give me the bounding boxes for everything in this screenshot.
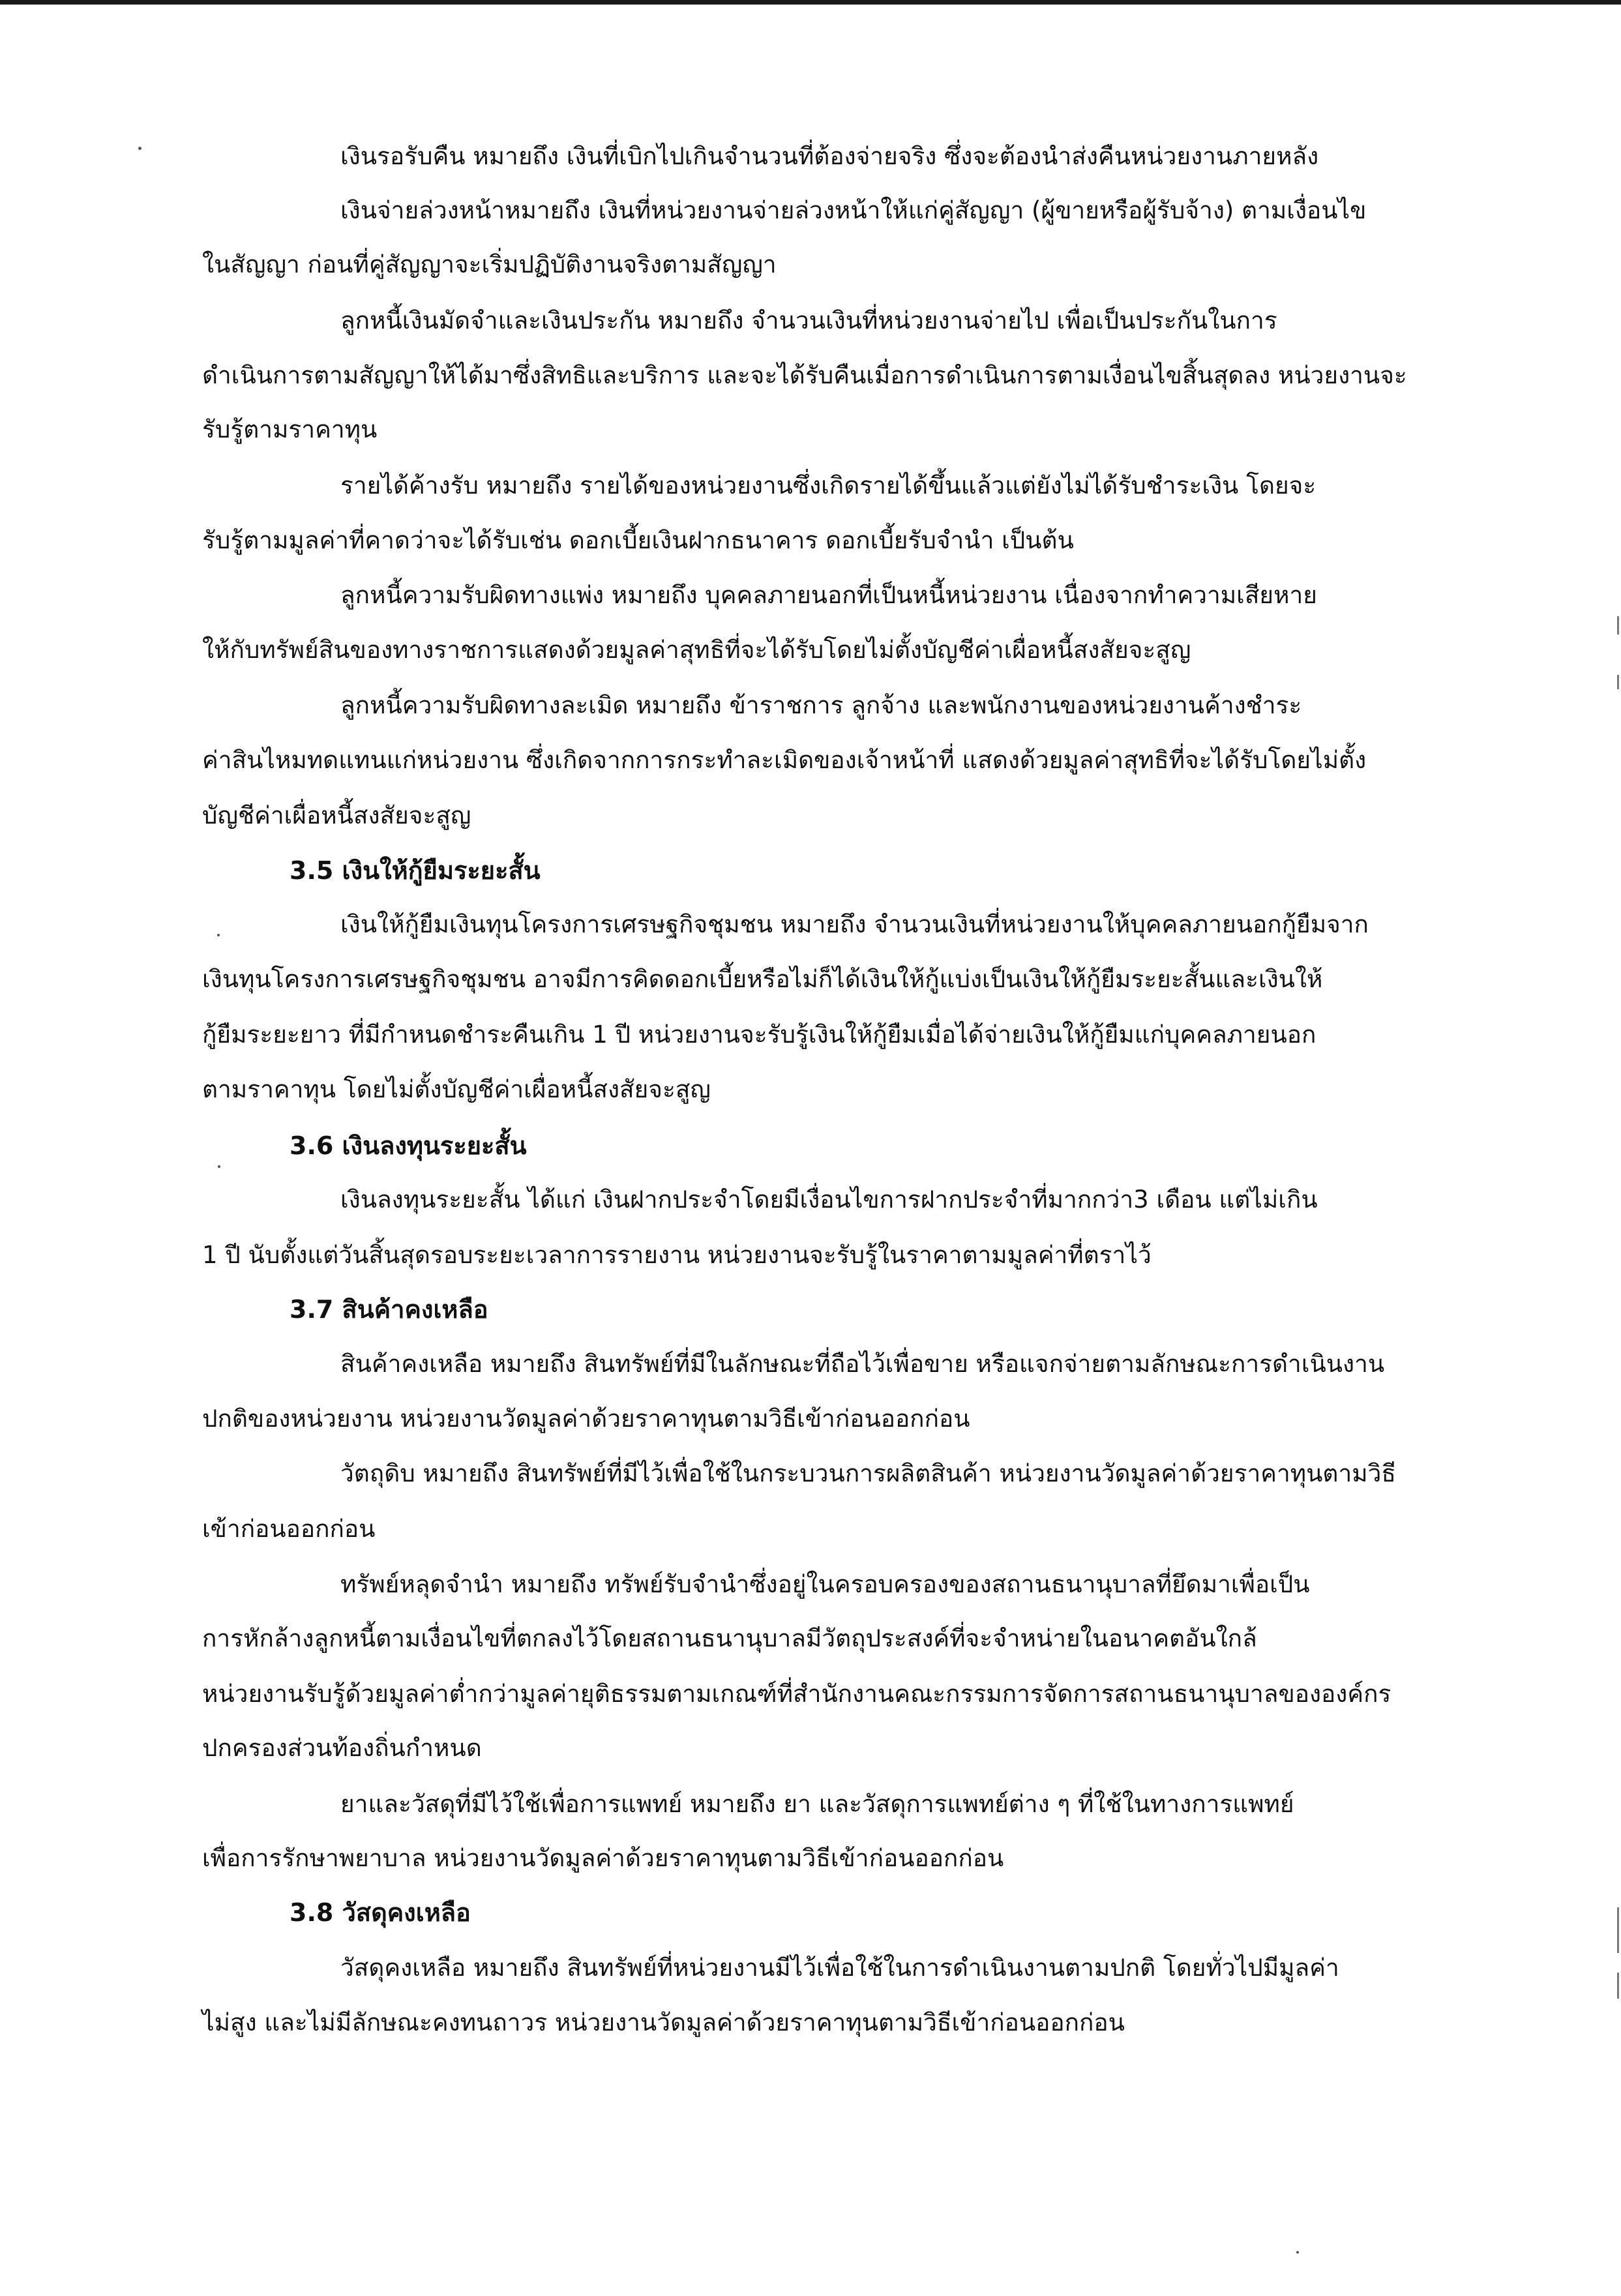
paragraph-line: รายได้ค้างรับ หมายถึง รายได้ของหน่วยงานซึ่งเกิดรายได้ขึ้นแล้วแต่ยังไม่ได้รับชำระเงิน โดยจะ bbox=[340, 471, 1316, 499]
scan-speck bbox=[1296, 2251, 1299, 2254]
paragraph-line: รับรู้ตามมูลค่าที่คาดว่าจะได้รับเช่น ดอกเบี้ยเงินฝากธนาคาร ดอกเบี้ยรับจำนำ เป็นต้น bbox=[202, 526, 1074, 554]
scan-edge-mark bbox=[1617, 616, 1619, 634]
section-heading: 3.6 เงินลงทุนระยะสั้น bbox=[290, 1131, 527, 1160]
paragraph-line: ไม่สูง และไม่มีลักษณะคงทนถาวร หน่วยงานวัดมูลค่าด้วยราคาทุนตามวิธีเข้าก่อนออกก่อน bbox=[202, 2008, 1125, 2036]
paragraph-line: เข้าก่อนออกก่อน bbox=[202, 1515, 376, 1543]
paragraph-line: 1 ปี นับตั้งแต่วันสิ้นสุดรอบระยะเวลาการรายงาน หน่วยงานจะรับรู้ในราคาตามมูลค่าที่ตราไว้ bbox=[202, 1241, 1152, 1269]
paragraph-line: วัตถุดิบ หมายถึง สินทรัพย์ที่มีไว้เพื่อใช้ในกระบวนการผลิตสินค้า หน่วยงานวัดมูลค่าด้วยราคาทุนตามวิธี bbox=[340, 1459, 1396, 1487]
paragraph-line: ให้กับทรัพย์สินของทางราชการแสดงด้วยมูลค่าสุทธิที่จะได้รับโดยไม่ตั้งบัญชีค่าเผื่อหนี้สงสัยจะสูญ bbox=[202, 636, 1191, 664]
scan-speck bbox=[217, 934, 220, 936]
section-heading: 3.7 สินค้าคงเหลือ bbox=[290, 1295, 488, 1324]
paragraph-line: กู้ยืมระยะยาว ที่มีกำหนดชำระคืนเกิน 1 ปี หน่วยงานจะรับรู้เงินให้กู้ยืมเมื่อได้จ่ายเงินให้กู้ยืมแก่บุคคลภายนอก bbox=[202, 1021, 1316, 1049]
paragraph-line: ปกติของหน่วยงาน หน่วยงานวัดมูลค่าด้วยราคาทุนตามวิธีเข้าก่อนออกก่อน bbox=[202, 1405, 970, 1433]
top-border-rule bbox=[0, 0, 1621, 5]
section-heading: 3.5 เงินให้กู้ยืมระยะสั้น bbox=[290, 856, 541, 885]
paragraph-line: บัญชีค่าเผื่อหนี้สงสัยจะสูญ bbox=[202, 801, 471, 829]
paragraph-line: ยาและวัสดุที่มีไว้ใช้เพื่อการแพทย์ หมายถึง ยา และวัสดุการแพทย์ต่าง ๆ ที่ใช้ในทางการแพทย์ bbox=[340, 1790, 1294, 1818]
paragraph-line: ลูกหนี้ความรับผิดทางละเมิด หมายถึง ข้าราชการ ลูกจ้าง และพนักงานของหน่วยงานค้างชำระ bbox=[340, 691, 1302, 719]
paragraph-line: หน่วยงานรับรู้ด้วยมูลค่าต่ำกว่ามูลค่ายุติธรรมตามเกณฑ์ที่สำนักงานคณะกรรมการจัดการสถานธนานุบาลขององค์กร bbox=[202, 1680, 1391, 1708]
scan-edge-mark bbox=[1617, 1973, 1619, 1999]
paragraph-line: ลูกหนี้เงินมัดจำและเงินประกัน หมายถึง จำนวนเงินที่หน่วยงานจ่ายไป เพื่อเป็นประกันในการ bbox=[340, 306, 1277, 335]
paragraph-line: เงินรอรับคืน หมายถึง เงินที่เบิกไปเกินจำนวนที่ต้องจ่ายจริง ซึ่งจะต้องนำส่งคืนหน่วยงานภายหลัง bbox=[340, 142, 1319, 170]
paragraph-line: ทรัพย์หลุดจำนำ หมายถึง ทรัพย์รับจำนำซึ่งอยู่ในครอบครองของสถานธนานุบาลที่ยึดมาเพื่อเป็น bbox=[340, 1570, 1310, 1598]
paragraph-line: เงินให้กู้ยืมเงินทุนโครงการเศรษฐกิจชุมชน หมายถึง จำนวนเงินที่หน่วยงานให้บุคคลภายนอกกู้ยืมจาก bbox=[340, 910, 1369, 938]
paragraph-line: เงินทุนโครงการเศรษฐกิจชุมชน อาจมีการคิดดอกเบี้ยหรือไม่ก็ได้เงินให้กู้แบ่งเป็นเงินให้กู้ยืมระยะสั้นและเงินให้ bbox=[202, 965, 1323, 993]
paragraph-line: เงินจ่ายล่วงหน้าหมายถึง เงินที่หน่วยงานจ่ายล่วงหน้าให้แก่คู่สัญญา (ผู้ขายหรือผู้รับจ้าง) ตามเงื่อนไข bbox=[340, 196, 1367, 224]
paragraph-line: การหักล้างลูกหนี้ตามเงื่อนไขที่ตกลงไว้โดยสถานธนานุบาลมีวัตถุประสงค์ที่จะจำหน่ายในอนาคตอันใกล้ bbox=[202, 1624, 1257, 1652]
paragraph-line: ค่าสินไหมทดแทนแก่หน่วยงาน ซึ่งเกิดจากการกระทำละเมิดของเจ้าหน้าที่ แสดงด้วยมูลค่าสุทธิที่จะได้รับโดยไม่ตั้ง bbox=[202, 746, 1367, 774]
paragraph-line: เพื่อการรักษาพยาบาล หน่วยงานวัดมูลค่าด้วยราคาทุนตามวิธีเข้าก่อนออกก่อน bbox=[202, 1844, 1004, 1872]
scan-edge-mark bbox=[1617, 675, 1619, 689]
paragraph-line: รับรู้ตามราคาทุน bbox=[202, 415, 378, 443]
scan-speck bbox=[138, 147, 141, 150]
paragraph-line: ปกครองส่วนท้องถิ่นกำหนด bbox=[202, 1734, 482, 1762]
paragraph-line: ตามราคาทุน โดยไม่ตั้งบัญชีค่าเผื่อหนี้สงสัยจะสูญ bbox=[202, 1075, 711, 1103]
paragraph-line: ดำเนินการตามสัญญาให้ได้มาซึ่งสิทธิและบริการ และจะได้รับคืนเมื่อการดำเนินการตามเงื่อนไขสิ้นสุดลง หน่วยงานจะ bbox=[202, 361, 1407, 389]
paragraph-line: สินค้าคงเหลือ หมายถึง สินทรัพย์ที่มีในลักษณะที่ถือไว้เพื่อขาย หรือแจกจ่ายตามลักษณะการดำเนินงาน bbox=[340, 1350, 1385, 1378]
paragraph-line: วัสดุคงเหลือ หมายถึง สินทรัพย์ที่หน่วยงานมีไว้เพื่อใช้ในการดำเนินงานตามปกติ โดยทั่วไปมีมูลค่า bbox=[340, 1954, 1339, 1982]
scan-edge-mark bbox=[1617, 1907, 1619, 1953]
scan-speck bbox=[218, 1165, 220, 1168]
paragraph-line: เงินลงทุนระยะสั้น ได้แก่ เงินฝากประจำโดยมีเงื่อนไขการฝากประจำที่มากกว่า3 เดือน แต่ไม่เกิน bbox=[340, 1185, 1318, 1214]
section-heading: 3.8 วัสดุคงเหลือ bbox=[290, 1898, 471, 1927]
paragraph-line: ลูกหนี้ความรับผิดทางแพ่ง หมายถึง บุคคลภายนอกที่เป็นหนี้หน่วยงาน เนื่องจากทำความเสียหาย bbox=[340, 581, 1317, 609]
paragraph-line: ในสัญญา ก่อนที่คู่สัญญาจะเริ่มปฏิบัติงานจริงตามสัญญา bbox=[202, 250, 777, 278]
